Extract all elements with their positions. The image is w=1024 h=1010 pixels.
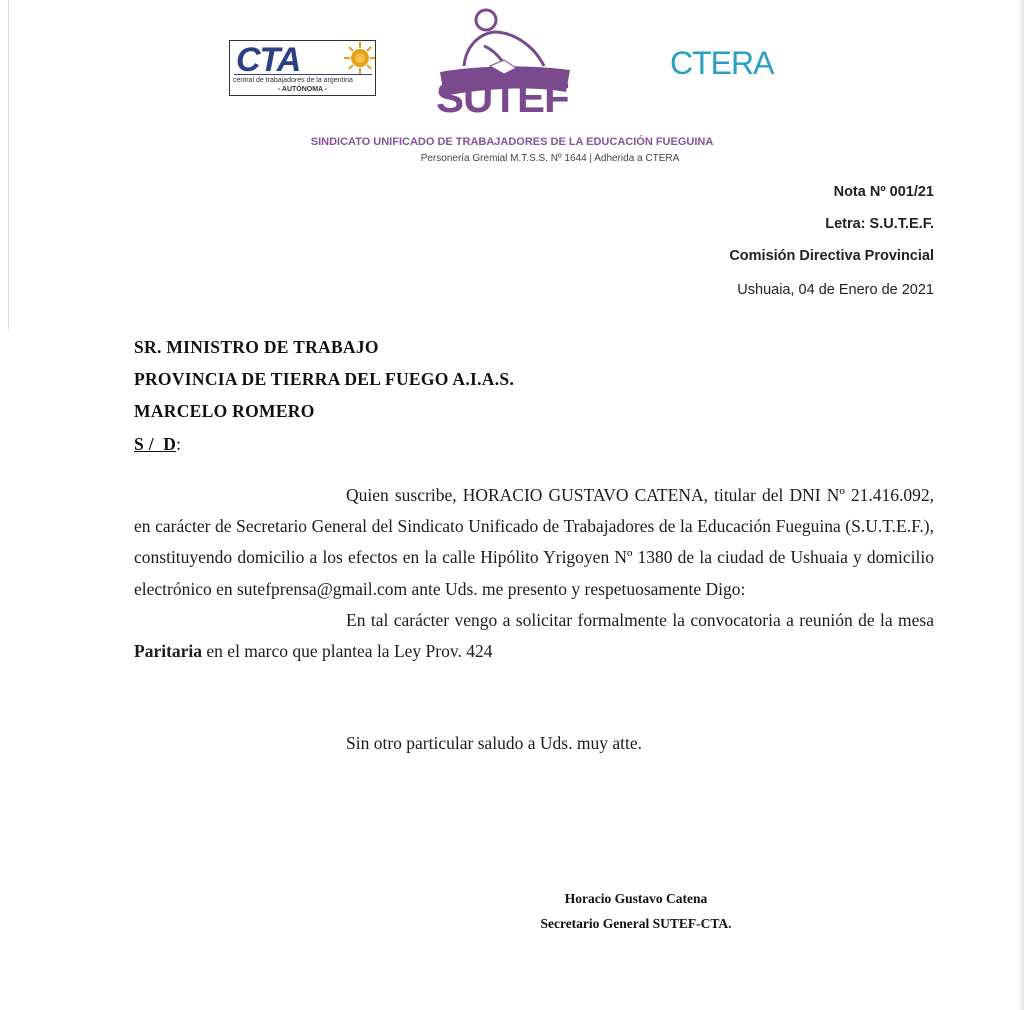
cta-subtitle: central de trabajadores de la argentina — [233, 77, 353, 84]
note-number: Nota Nº 001/21 — [833, 184, 934, 200]
sd-underlined: S / D — [134, 434, 177, 454]
addressee-line-1: SR. MINISTRO DE TRABAJO — [134, 337, 379, 357]
cta-logo — [229, 40, 376, 96]
page-right-shadow — [1018, 0, 1024, 1010]
paragraph-2 — [134, 605, 934, 667]
note-date: Ushuaia, 04 de Enero de 2021 — [737, 282, 934, 298]
paragraph-1: Quien suscribe, HORACIO GUSTAVO CATENA, titular del DNI Nº 21.416.092, en carácter de Secretario General del Sindicato Unificado de Trabajadores de la Educación Fueguina (S.U.T.E.F.), constituyendo domicilio a los efectos en la calle Hipólito Yrigoyen Nº 1380 de la ciudad de Ushuaia y domicilio electrónico en sutefprensa@gmail.com ante Uds. me presento y respetuosamente Digo: — [134, 485, 934, 599]
org-name: SINDICATO UNIFICADO DE TRABAJADORES DE LA EDUCACIÓN FUEGUINA — [310, 136, 714, 148]
paritaria-bold: Paritaria — [134, 641, 203, 662]
page-left-edge — [0, 0, 9, 330]
note-letter: Letra: S.U.T.E.F. — [825, 216, 934, 232]
sutef-wordmark: SUTEF — [436, 74, 569, 121]
sutef-logo — [434, 6, 576, 124]
signature-title: Secretario General SUTEF-CTA. — [540, 916, 732, 931]
paragraph-2-start: En tal carácter vengo a solicitar formalmente la convocatoria a reunión de la mesa — [346, 609, 934, 630]
note-commission: Comisión Directiva Provincial — [729, 248, 934, 264]
cta-wordmark: CTA — [236, 41, 301, 79]
cta-autonoma: - AUTÓNOMA - — [277, 86, 328, 93]
closing-line: Sin otro particular saludo a Uds. muy atte. — [346, 733, 642, 753]
sd-colon: : — [176, 434, 182, 454]
letter-body — [134, 480, 934, 667]
ctera-logo: CTERA — [670, 45, 774, 81]
addressee-line-2: PROVINCIA DE TIERRA DEL FUEGO A.I.A.S. — [134, 369, 515, 389]
addressee-line-3: MARCELO ROMERO — [134, 401, 315, 421]
signature-name: Horacio Gustavo Catena — [564, 891, 708, 906]
addressee-sd — [134, 434, 181, 455]
paragraph-2-end: en el marco que plantea la Ley Prov. 424 — [202, 641, 493, 662]
org-subtitle: Personería Gremial M.T.S.S. Nº 1644 | Adherida a CTERA — [420, 153, 680, 164]
